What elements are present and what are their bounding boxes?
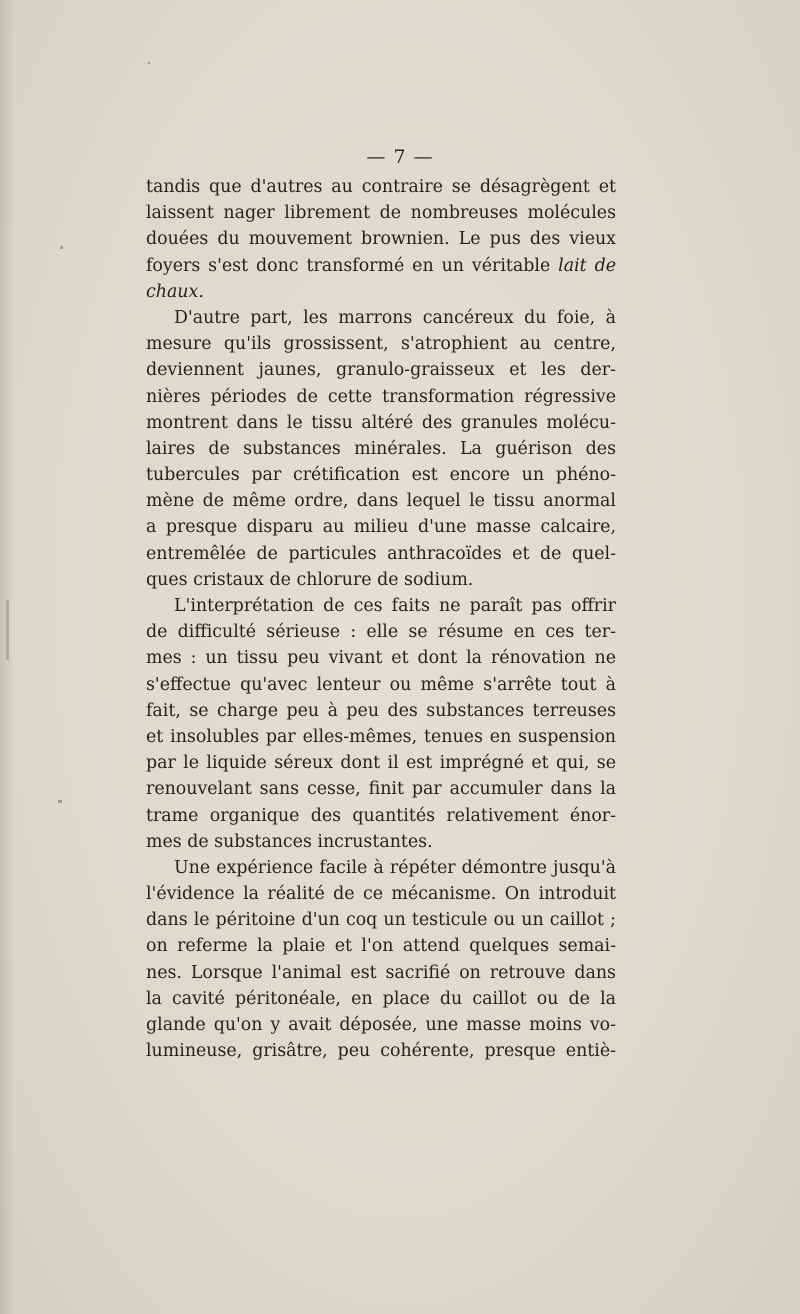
text-line: Une expérience facile à répéter démontre jusqu'à (174, 857, 616, 878)
text-line: et insolubles par elles-mêmes, tenues en suspension (146, 726, 616, 747)
scan-speck (58, 800, 62, 803)
text-line: nes. Lorsque l'animal est sacrifié on retrouve dans (146, 962, 616, 983)
italic-text: lait de (558, 255, 616, 276)
text-line: mes : un tissu peu vivant et dont la rénovation ne (146, 648, 616, 669)
italic-text-line: chaux. (146, 281, 204, 302)
text-line: la cavité péritonéale, en place du caillot ou de la (146, 988, 616, 1009)
scan-speck (6, 600, 9, 660)
scan-speck (60, 246, 63, 249)
page-number: — 7 — (366, 146, 434, 168)
text-line: nières périodes de cette transformation régressive (146, 386, 616, 407)
text-line: a presque disparu au milieu d'une masse calcaire, (146, 517, 616, 538)
text-line: lumineuse, grisâtre, peu cohérente, presque entiè- (146, 1041, 616, 1062)
text-line: glande qu'on y avait déposée, une masse moins vo- (146, 1015, 616, 1035)
text-line: de difficulté sérieuse : elle se résume en ces ter- (146, 622, 616, 643)
text-line-with-italic (146, 253, 616, 279)
text-line: dans le péritoine d'un coq un testicule ou un caillot ; (146, 910, 616, 931)
text-fragment: foyers s'est donc transformé en un véritable (146, 255, 551, 276)
text-line: renouvelant sans cesse, finit par accumuler dans la (146, 779, 616, 800)
text-line: fait, se charge peu à peu des substances terreuses (146, 700, 616, 721)
text-line: tubercules par crétification est encore un phéno- (146, 465, 616, 486)
text-line: mes de substances incrustantes. (146, 831, 433, 852)
text-line: tandis que d'autres au contraire se désagrègent et (146, 177, 616, 197)
text-line: s'effectue qu'avec lenteur ou même s'arrête tout à (146, 674, 616, 695)
text-line: mène de même ordre, dans lequel le tissu anormal (146, 491, 616, 512)
text-line: laissent nager librement de nombreuses molécules (146, 203, 616, 224)
text-line: on referme la plaie et l'on attend quelques semai- (146, 936, 616, 957)
text-line: montrent dans le tissu altéré des granules molécu- (146, 412, 616, 433)
text-line: deviennent jaunes, granulo-graisseux et les der- (146, 360, 616, 381)
text-line: laires de substances minérales. La guérison des (146, 438, 616, 459)
text-line: trame organique des quantités relativement énor- (146, 805, 616, 826)
body-text (146, 174, 616, 1064)
text-line: D'autre part, les marrons cancéreux du foie, à (174, 307, 616, 328)
text-line: L'interprétation de ces faits ne paraît pas offrir (174, 596, 616, 616)
text-line: par le liquide séreux dont il est imprégné et qui, se (146, 753, 616, 774)
scan-speck (148, 62, 150, 64)
text-line: douées du mouvement brownien. Le pus des vieux (146, 229, 616, 250)
text-line: l'évidence la réalité de ce mécanisme. On introduit (146, 884, 616, 905)
text-line: entremêlée de particules anthracoïdes et de quel- (146, 543, 616, 564)
text-line: mesure qu'ils grossissent, s'atrophient au centre, (146, 334, 616, 355)
text-line: ques cristaux de chlorure de sodium. (146, 569, 474, 590)
